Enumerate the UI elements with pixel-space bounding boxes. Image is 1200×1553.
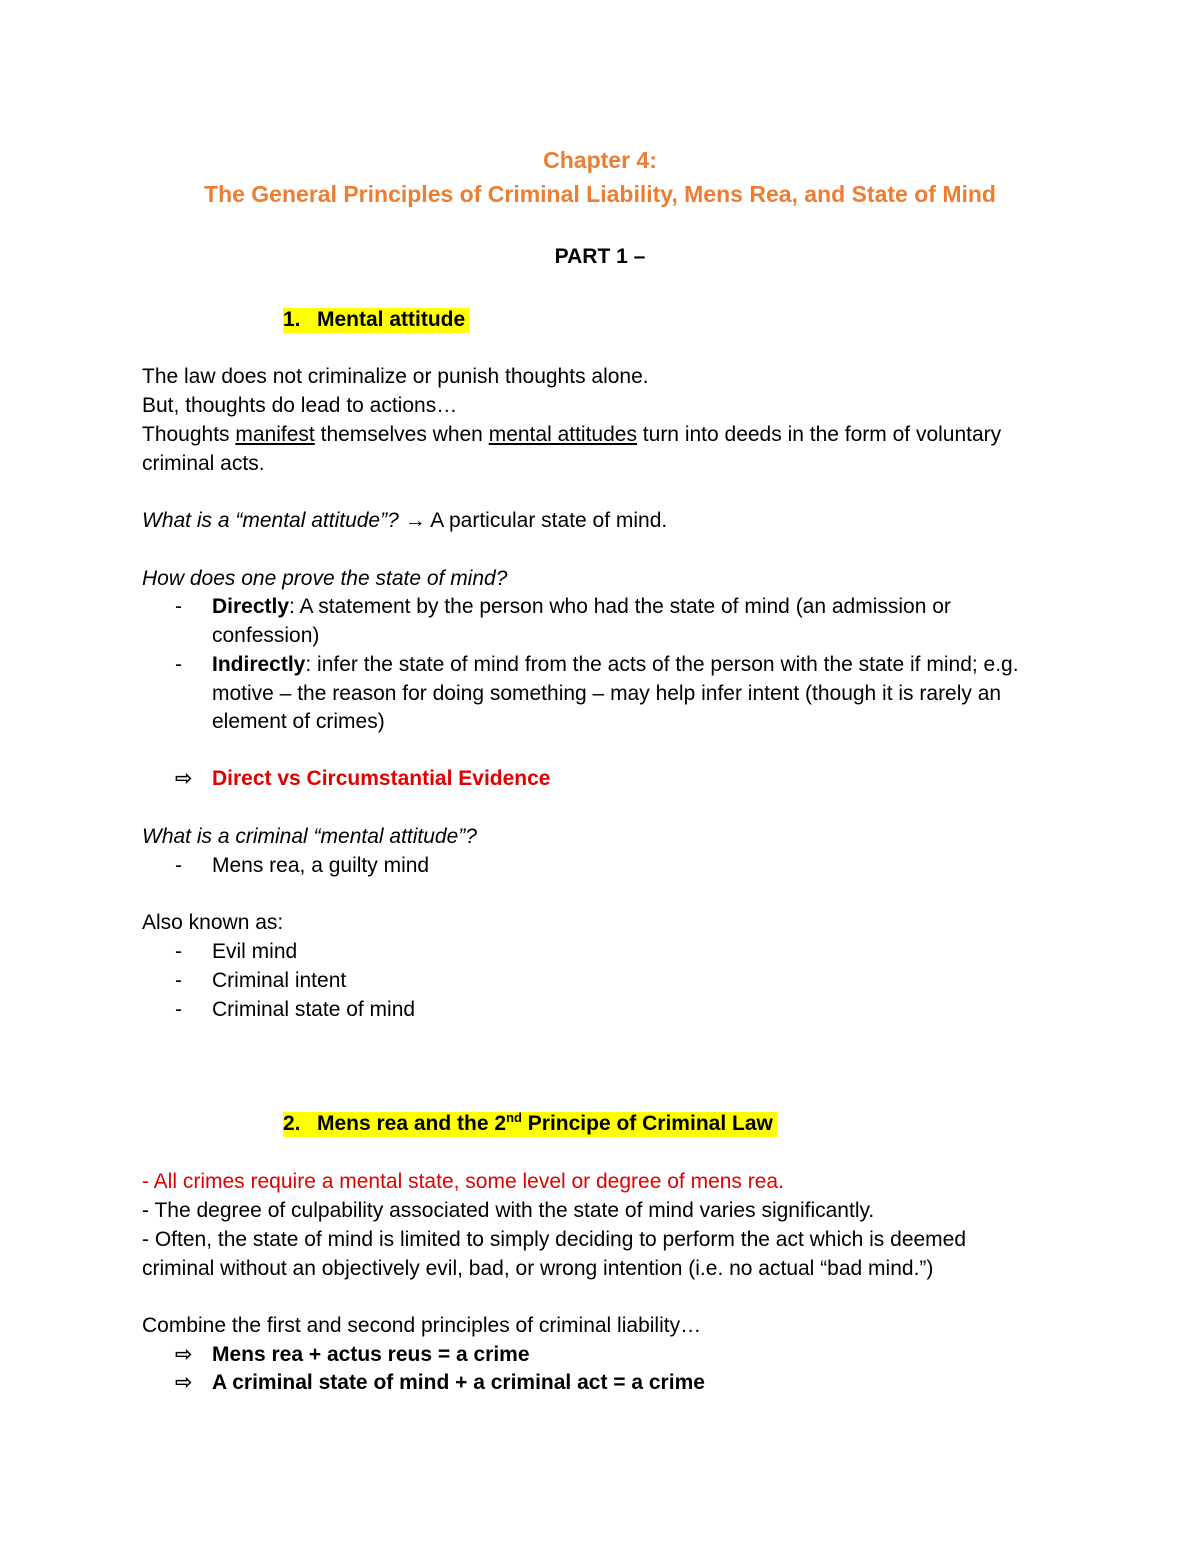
formula-line: Mens rea + actus reus = a crime xyxy=(212,1343,530,1366)
paragraph-line xyxy=(142,1169,784,1195)
list-item: Criminal state of mind xyxy=(212,998,416,1021)
list-item-continuation: confession) xyxy=(212,624,320,647)
section1-heading-highlight xyxy=(283,308,469,333)
list-item-term: Indirectly xyxy=(212,653,306,676)
bullet-dash: - xyxy=(175,969,182,992)
paragraph-line: Combine the first and second principles of criminal liability… xyxy=(142,1314,702,1337)
part-label: PART 1 – xyxy=(554,245,646,268)
bullet-dash: - xyxy=(142,1170,154,1193)
bullet-dash: - xyxy=(175,854,182,877)
bullet-dash: - xyxy=(175,940,182,963)
list-item-continuation: motive – the reason for doing something – may help infer intent (though it is rarely an xyxy=(212,682,1002,705)
paragraph-line: The law does not criminalize or punish thoughts alone. xyxy=(142,365,649,388)
arrow-icon: ⇨ xyxy=(175,1343,193,1366)
paragraph-line xyxy=(142,422,1001,448)
section2-number: 2. xyxy=(283,1112,301,1135)
list-item-text: : A statement by the person who had the state of mind (an admission or xyxy=(289,595,951,618)
paragraph-line: - Often, the state of mind is limited to simply deciding to perform the act which is deemed xyxy=(142,1228,967,1251)
chapter-label: Chapter 4: xyxy=(543,147,657,173)
text-run: Thoughts xyxy=(142,423,236,446)
section1-heading xyxy=(283,307,469,333)
question-text: What is a “mental attitude”? xyxy=(142,509,405,532)
bullet-dash: - xyxy=(175,595,182,618)
list-item-continuation: element of crimes) xyxy=(212,710,385,733)
list-item xyxy=(212,594,951,620)
bullet-dash: - xyxy=(175,653,182,676)
section2-heading-text: Mens rea and the 2 xyxy=(317,1112,507,1135)
answer-text: A particular state of mind. xyxy=(425,509,668,532)
chapter-title: The General Principles of Criminal Liability, Mens Rea, and State of Mind xyxy=(204,181,996,207)
right-arrow-icon: → xyxy=(404,509,426,532)
section2-heading-text: Principe of Criminal Law xyxy=(521,1112,773,1135)
arrow-icon: ⇨ xyxy=(175,767,193,790)
arrow-icon: ⇨ xyxy=(175,1371,193,1394)
list-item: Evil mind xyxy=(212,940,298,963)
paragraph-line: Also known as: xyxy=(142,911,284,934)
emphasis-line: Direct vs Circumstantial Evidence xyxy=(212,767,551,790)
question-line: How does one prove the state of mind? xyxy=(142,567,508,590)
section1-heading-text: Mental attitude xyxy=(317,308,466,331)
text-run: themselves when xyxy=(314,423,489,446)
text-run: turn into deeds in the form of voluntary xyxy=(636,423,1002,446)
list-item-text: : infer the state of mind from the acts of the person with the state if mind; e.g. xyxy=(305,653,1019,676)
section1-number: 1. xyxy=(283,308,301,331)
question-line: What is a criminal “mental attitude”? xyxy=(142,825,477,848)
list-item: Criminal intent xyxy=(212,969,347,992)
paragraph-line: criminal acts. xyxy=(142,452,265,475)
paragraph-line: criminal without an objectively evil, bad, or wrong intention (i.e. no actual “bad mind.”) xyxy=(142,1257,934,1280)
list-item-term: Directly xyxy=(212,595,290,618)
paragraph-line: - The degree of culpability associated with the state of mind varies significantly. xyxy=(142,1199,875,1222)
bullet-dash: - xyxy=(175,998,182,1021)
list-item xyxy=(212,652,1019,678)
superscript: nd xyxy=(506,1110,522,1125)
section2-heading-highlight xyxy=(283,1112,777,1137)
emphasis-text: All crimes require a mental state, some level or degree of mens rea. xyxy=(153,1170,784,1193)
underlined-term: manifest xyxy=(235,423,315,446)
underlined-term: mental attitudes xyxy=(488,423,637,446)
question-line xyxy=(142,508,667,534)
formula-line: A criminal state of mind + a criminal act = a crime xyxy=(212,1371,705,1394)
paragraph-line: But, thoughts do lead to actions… xyxy=(142,394,458,417)
section2-heading xyxy=(283,1111,777,1137)
list-item: Mens rea, a guilty mind xyxy=(212,854,430,877)
